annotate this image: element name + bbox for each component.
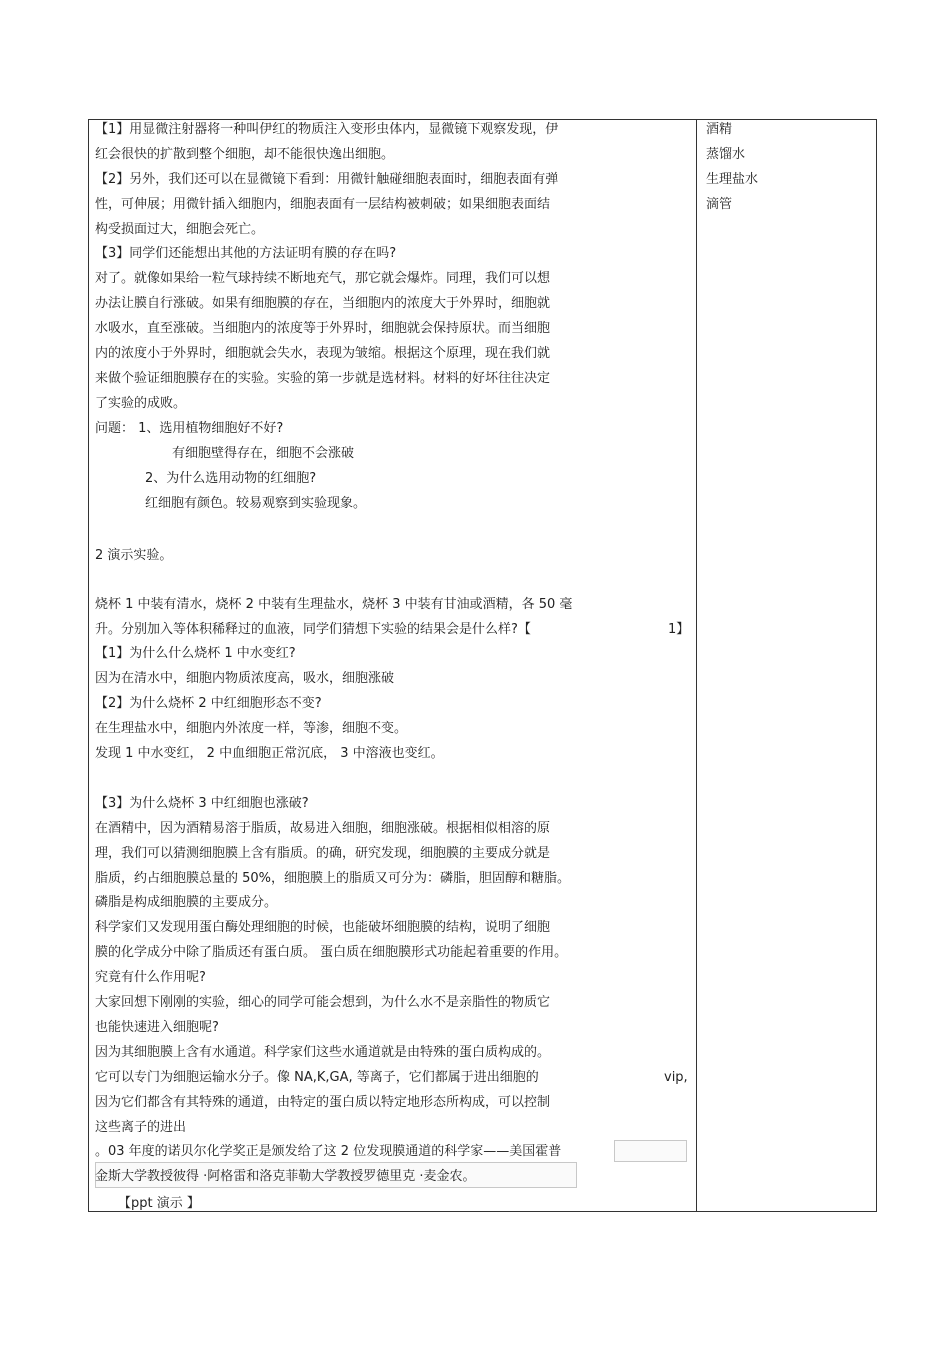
lesson-text-line: 这些离子的进出	[95, 1120, 187, 1135]
lesson-text-line: 大家回想下刚刚的实验，细心的同学可能会想到，为什么水不是亲脂性的物质它	[95, 995, 551, 1010]
lesson-text-line: 它可以专门为细胞运输水分子。像 NA,K,GA, 等离子，它们都属于进出细胞的	[95, 1070, 539, 1085]
lesson-text-line: 【2】另外，我们还可以在显微镜下看到：用微针触碰细胞表面时，细胞表面有弹	[95, 172, 559, 187]
text-highlight-box	[614, 1140, 687, 1162]
lesson-text-line: 升。分别加入等体积稀释过的血液，同学们猜想下实验的结果会是什么样?【	[95, 622, 531, 637]
lesson-text-line: 发现 1 中水变红， 2 中血细胞正常沉底， 3 中溶液也变红。	[95, 746, 444, 761]
lesson-text-line: 【1】为什么什么烧杯 1 中水变红?	[95, 646, 296, 661]
lesson-text-line: 内的浓度小于外界时，细胞就会失水，表现为皱缩。根据这个原理，现在我们就	[95, 346, 551, 361]
lesson-text-line: 性，可伸展；用微针插入细胞内，细胞表面有一层结构被刺破；如果细胞表面结	[95, 197, 551, 212]
lesson-text-line: 1】	[668, 622, 690, 637]
lesson-text-line: 磷脂是构成细胞膜的主要成分。	[95, 895, 278, 910]
lesson-text-line: 。03 年度的诺贝尔化学奖正是颁发给了这 2 位发现膜通道的科学家——美国霍普	[95, 1144, 562, 1159]
lesson-text-line: 了实验的成败。	[95, 396, 187, 411]
lesson-text-line: 来做个验证细胞膜存在的实验。实验的第一步就是选材料。材料的好坏往往决定	[95, 371, 551, 386]
lesson-text-line: 脂质，约占细胞膜总量的 50%，细胞膜上的脂质又可分为：磷脂，胆固醇和糖脂。	[95, 871, 571, 886]
material-item: 酒精	[706, 122, 733, 137]
lesson-text-line: 构受损面过大，细胞会死亡。	[95, 222, 265, 237]
lesson-text-line: 因为它们都含有其特殊的通道，由特定的蛋白质以特定地形态所构成，可以控制	[95, 1095, 551, 1110]
material-item: 生理盐水	[706, 172, 759, 187]
lesson-text-line: 【2】为什么烧杯 2 中红细胞形态不变?	[95, 696, 322, 711]
lesson-text-line: 烧杯 1 中装有清水，烧杯 2 中装有生理盐水，烧杯 3 中装有甘油或酒精，各 50 毫	[95, 597, 573, 612]
lesson-text-line: 金斯大学教授彼得 ·阿格雷和洛克菲勒大学教授罗德里克 ·麦金农。	[95, 1169, 476, 1184]
lesson-text-line: 科学家们又发现用蛋白酶处理细胞的时候，也能破坏细胞膜的结构，说明了细胞	[95, 920, 551, 935]
lesson-text-line: 办法让膜自行涨破。如果有细胞膜的存在，当细胞内的浓度大于外界时，细胞就	[95, 296, 551, 311]
lesson-text-line: 理，我们可以猜测细胞膜上含有脂质。的确，研究发现，细胞膜的主要成分就是	[95, 846, 551, 861]
lesson-text-line: vip,	[664, 1070, 688, 1085]
material-item: 蒸馏水	[706, 147, 746, 162]
lesson-text-line: 在生理盐水中，细胞内外浓度一样，等渗，细胞不变。	[95, 721, 408, 736]
lesson-text-line: 2、为什么选用动物的红细胞?	[145, 471, 317, 486]
lesson-text-line: 【3】为什么烧杯 3 中红细胞也涨破?	[95, 796, 309, 811]
lesson-text-line: 【3】同学们还能想出其他的方法证明有膜的存在吗?	[95, 246, 397, 261]
lesson-text-line: 有细胞壁得存在，细胞不会涨破	[172, 446, 355, 461]
lesson-text-line: 红细胞有颜色。较易观察到实验现象。	[145, 496, 367, 511]
lesson-text-line: 也能快速进入细胞呢?	[95, 1020, 219, 1035]
lesson-text-line: 【1】用显微注射器将一种叫伊红的物质注入变形虫体内，显微镜下观察发现，伊	[95, 122, 559, 137]
column-divider	[696, 119, 697, 1212]
lesson-text-line: 究竟有什么作用呢?	[95, 970, 206, 985]
lesson-text-line: 对了。就像如果给一粒气球持续不断地充气，那它就会爆炸。同理，我们可以想	[95, 271, 551, 286]
lesson-text-line: 2 演示实验。	[95, 548, 173, 563]
lesson-text-line: 因为其细胞膜上含有水通道。科学家们这些水通道就是由特殊的蛋白质构成的。	[95, 1045, 551, 1060]
lesson-text-line: 因为在清水中，细胞内物质浓度高，吸水，细胞涨破	[95, 671, 395, 686]
lesson-text-line: 在酒精中，因为酒精易溶于脂质，故易进入细胞，细胞涨破。根据相似相溶的原	[95, 821, 551, 836]
lesson-text-line: 问题： 1、选用植物细胞好不好?	[95, 421, 284, 436]
lesson-text-line: 膜的化学成分中除了脂质还有蛋白质。 蛋白质在细胞膜形式功能起着重要的作用。	[95, 945, 568, 960]
lesson-text-line: 红会很快的扩散到整个细胞，却不能很快逸出细胞。	[95, 147, 395, 162]
lesson-text-line: 水吸水，直至涨破。当细胞内的浓度等于外界时，细胞就会保持原状。而当细胞	[95, 321, 551, 336]
material-item: 滴管	[706, 197, 733, 212]
lesson-text-line: 【ppt 演示 】	[118, 1196, 200, 1211]
